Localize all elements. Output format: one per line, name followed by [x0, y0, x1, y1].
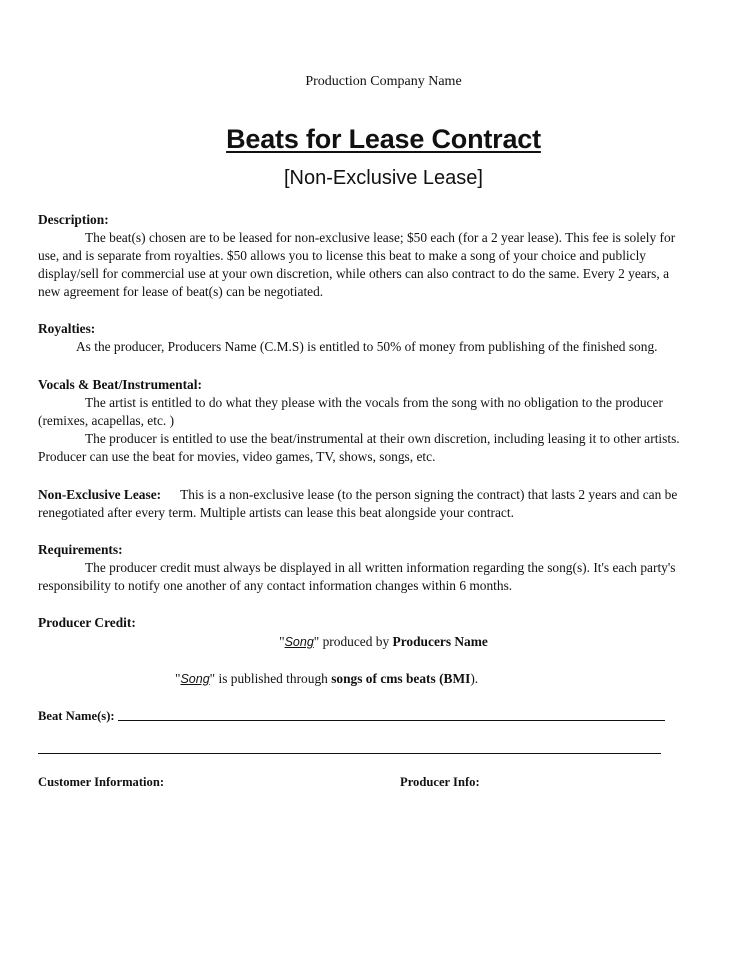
vocals-line: Producer can use the beat for movies, video games, TV, shows, songs, etc. [38, 449, 436, 464]
producer-credit-line: "Song" produced by Producers Name [279, 634, 488, 649]
customer-info-label: Customer Information: [38, 775, 165, 789]
beat-names-line[interactable] [118, 720, 665, 721]
non-exclusive-section [38, 486, 710, 522]
description-line: new agreement for lease of beat(s) can be negotiated. [38, 284, 324, 299]
requirements-section [38, 541, 710, 595]
description-section [38, 211, 710, 301]
non-exclusive-line: This is a non-exclusive lease (to the person signing the contract) that lasts 2 years and can be [180, 487, 678, 502]
requirements-line: responsibility to notify one another of any contact information changes within 6 months. [38, 578, 513, 593]
requirements-line: The producer credit must always be displayed in all written information regarding the song(s). It's each party's [85, 560, 676, 575]
vocals-line: (remixes, acapellas, etc. ) [38, 413, 175, 428]
description-line: The beat(s) chosen are to be leased for non-exclusive lease; $50 each (for a 2 year lease). This fee is solely for [85, 230, 676, 245]
description-heading: Description: [38, 212, 109, 227]
vocals-heading: Vocals & Beat/Instrumental: [38, 377, 202, 392]
publish-song-placeholder: Song [180, 672, 210, 686]
requirements-heading: Requirements: [38, 542, 123, 557]
company-name: Production Company Name [305, 74, 462, 89]
beat-names-label: Beat Name(s): [38, 709, 115, 723]
royalties-section [38, 320, 710, 356]
royalties-heading: Royalties: [38, 321, 96, 336]
description-line: display/sell for commercial use at your own discretion, while others can also contract to do the same. Every 2 years, a [38, 266, 670, 281]
document-subtitle: [Non-Exclusive Lease] [284, 167, 483, 189]
document-title: Beats for Lease Contract [226, 124, 541, 154]
publishing-line: "Song" is published through songs of cms beats (BMI). [175, 671, 479, 686]
description-line: use, and is separate from royalties. $50 allows you to license this beat to make a song of your choice and publicly [38, 248, 646, 263]
non-exclusive-line: renegotiated after every term. Multiple artists can lease this beat alongside your contract. [38, 505, 514, 520]
producer-credit-section [38, 614, 710, 632]
vocals-section [38, 376, 710, 466]
producer-info-label: Producer Info: [400, 775, 480, 789]
vocals-line: The artist is entitled to do what they please with the vocals from the song with no obligation to the producer [85, 395, 663, 410]
credit-producer-name: Producers Name [392, 634, 488, 649]
beat-names-row [38, 707, 710, 725]
credit-song-placeholder: Song [284, 635, 314, 649]
producer-credit-heading: Producer Credit: [38, 615, 136, 630]
producer-info-row [400, 773, 700, 791]
vocals-line: The producer is entitled to use the beat/instrumental at their own discretion, including leasing it to other artists. [85, 431, 680, 446]
royalties-text: As the producer, Producers Name (C.M.S) is entitled to 50% of money from publishing of the finished song. [76, 339, 658, 354]
publisher-name: songs of cms beats (BMI [331, 671, 471, 686]
beat-names-line-2[interactable] [38, 753, 661, 754]
non-exclusive-heading: Non-Exclusive Lease: [38, 487, 162, 502]
